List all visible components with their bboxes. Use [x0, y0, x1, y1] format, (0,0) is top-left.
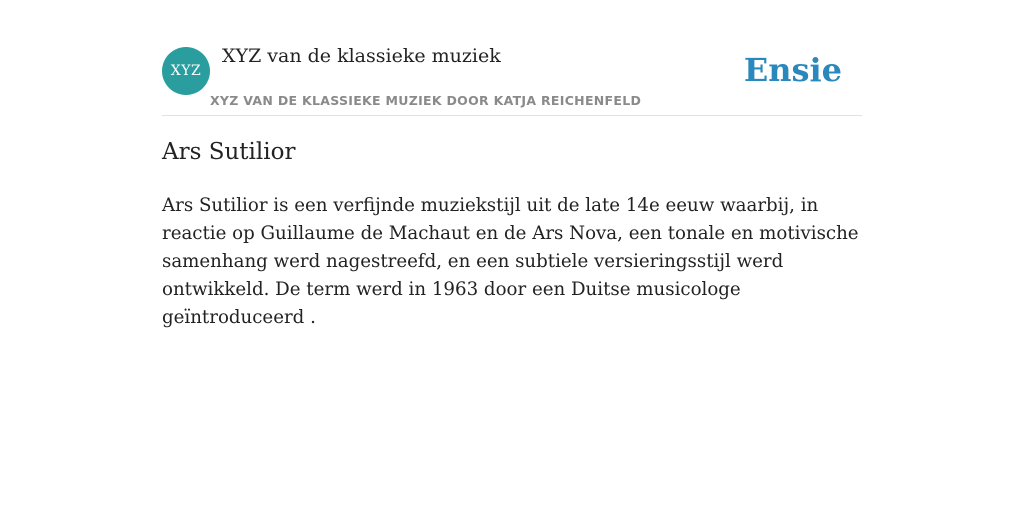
site-header	[162, 0, 862, 116]
site-logo-text: XYZ	[170, 63, 202, 79]
site-logo[interactable]	[162, 47, 210, 95]
site-title[interactable]: XYZ van de klassieke muziek	[222, 45, 501, 67]
article-body: Ars Sutilior is een verfijnde muziekstijl uit de late 14e eeuw waarbij, in reactie op Guillaume de Machaut en de Ars Nova, een tonale en motivische samenhang werd nagestreefd, en een subtiele versieringsstijl werd ontwikkeld. De term werd in 1963 door een Duitse musicologe geïntroduceerd .	[162, 195, 859, 328]
brand-link[interactable]: Ensie	[743, 51, 842, 89]
article-title: Ars Sutilior	[162, 139, 296, 165]
site-subtitle: XYZ VAN DE KLASSIEKE MUZIEK DOOR KATJA REICHENFELD	[210, 93, 642, 108]
page-container	[162, 0, 862, 328]
